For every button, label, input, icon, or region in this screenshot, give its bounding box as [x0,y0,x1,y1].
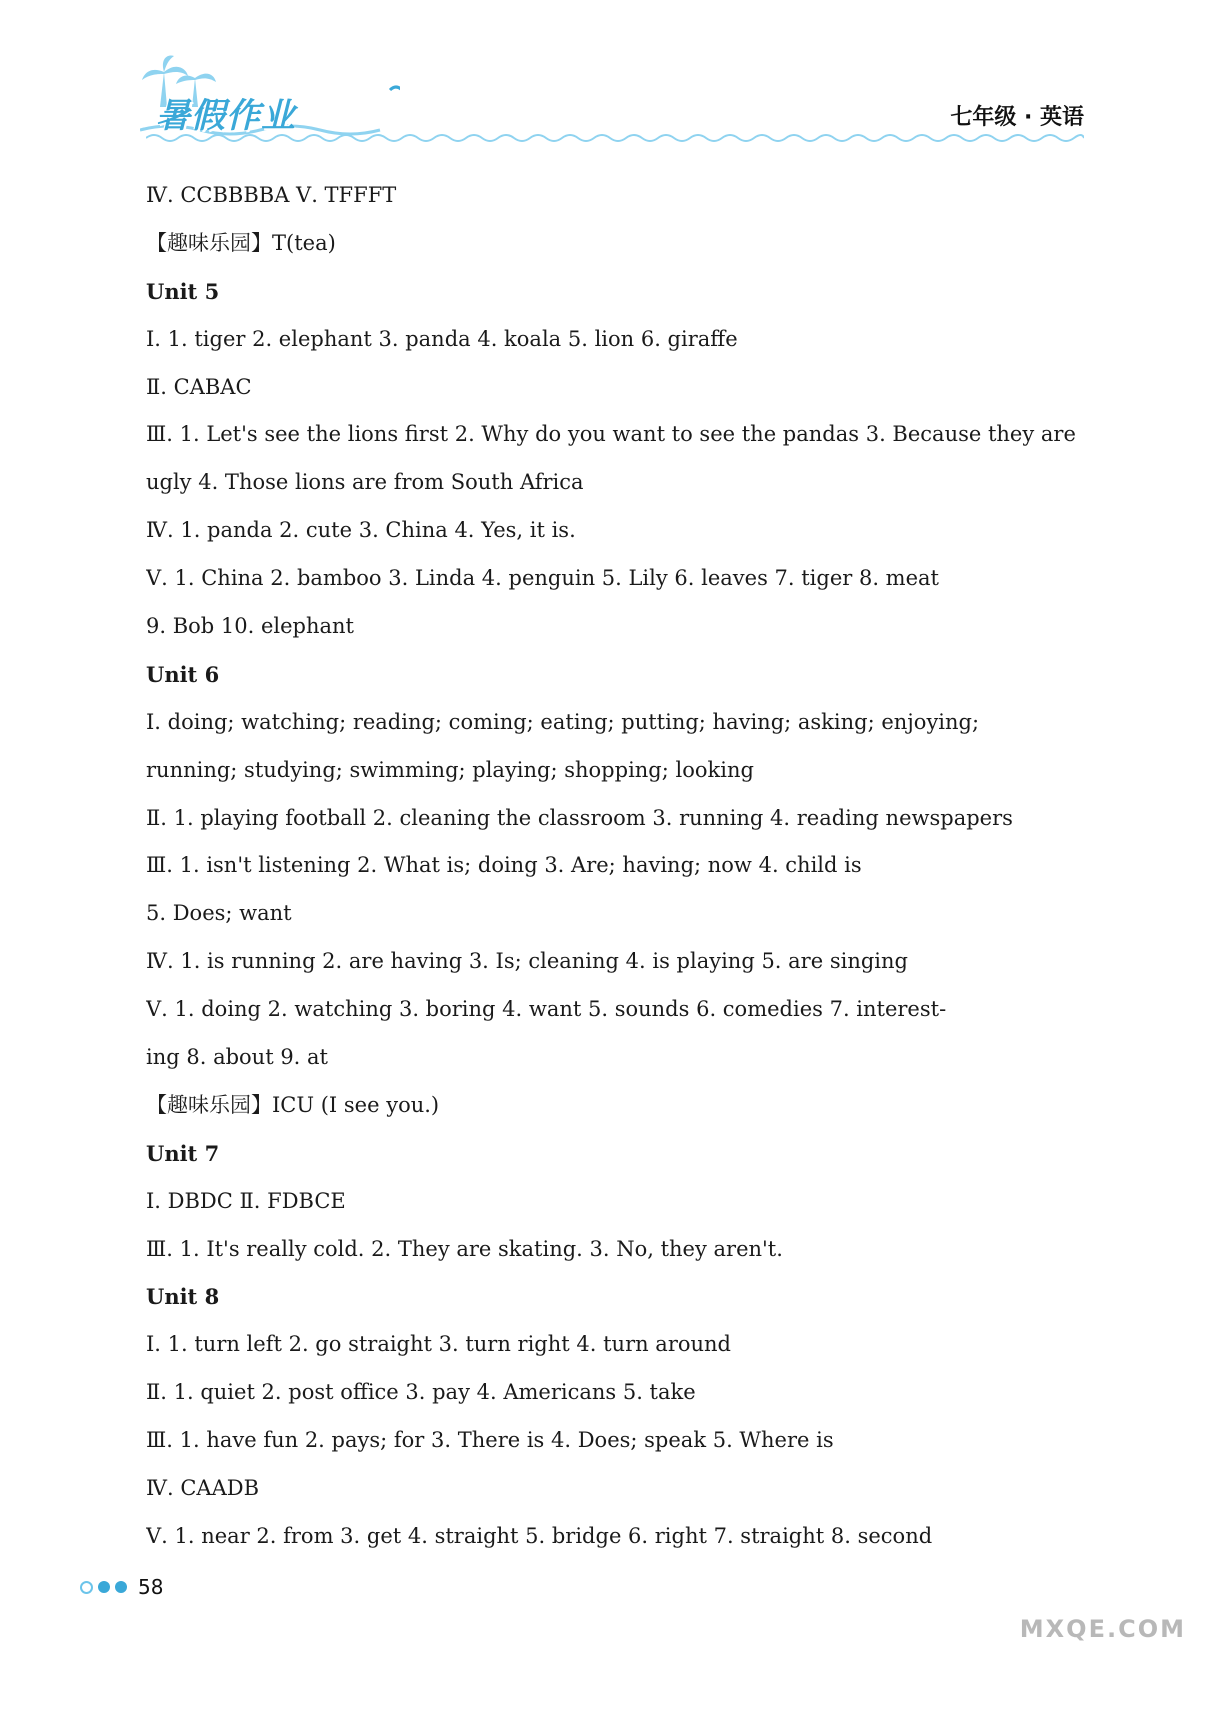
answer-line: Ⅲ. 1. Let's see the lions first 2. Why do you want to see the pandas 3. Because they are [146,422,1076,447]
subject-label: 七年级 · 英语 [950,105,1084,130]
answer-line: running; studying; swimming; playing; shopping; looking [146,757,754,782]
answer-line: 【趣味乐园】T(tea) [146,230,336,255]
answer-line: Ⅱ. 1. quiet 2. post office 3. pay 4. Americans 5. take [146,1380,696,1405]
watermark [1020,1615,1186,1643]
answer-line: Ⅱ. CABAC [146,374,252,399]
answer-line: 【趣味乐园】ICU (I see you.) [146,1092,440,1117]
answer-line: Ⅰ. doing; watching; reading; coming; eating; putting; having; asking; enjoying; [146,709,980,734]
answer-line: Ⅴ. 1. China 2. bamboo 3. Linda 4. penguin 5. Lily 6. leaves 7. tiger 8. meat [146,566,939,591]
page-number: 58 [138,1575,164,1599]
unit-heading: Unit 6 [146,661,220,687]
answer-line: Ⅰ. 1. turn left 2. go straight 3. turn right 4. turn around [146,1332,731,1357]
page-footer [80,1575,163,1599]
answer-line: Ⅰ. 1. tiger 2. elephant 3. panda 4. koala 5. lion 6. giraffe [146,326,738,351]
unit-heading: Unit 8 [146,1284,220,1310]
watermark-text: MXQE.COM [1019,1615,1186,1643]
dot-icon [115,1581,127,1593]
answer-line: Ⅱ. 1. playing football 2. cleaning the classroom 3. running 4. reading newspapers [146,805,1013,830]
answer-line: Ⅳ. CAADB [146,1476,259,1501]
unit-heading: Unit 7 [146,1140,220,1166]
answer-line: 5. Does; want [146,901,292,926]
answer-line: Ⅴ. 1. near 2. from 3. get 4. straight 5. bridge 6. right 7. straight 8. second [146,1523,933,1548]
answer-line: Ⅳ. 1. is running 2. are having 3. Is; cleaning 4. is playing 5. are singing [146,949,908,974]
answer-line: Ⅲ. 1. isn't listening 2. What is; doing 3. Are; having; now 4. child is [146,853,862,878]
answer-line: ugly 4. Those lions are from South Africa [146,470,584,495]
dot-icon [98,1581,110,1593]
dot-icon [80,1581,93,1594]
answer-line: 9. Bob 10. elephant [146,614,355,639]
answer-line: Ⅳ. CCBBBBA Ⅴ. TFFFT [146,183,397,207]
unit-heading: Unit 5 [146,278,220,304]
page-header [0,0,1224,150]
answer-line: Ⅰ. DBDC Ⅱ. FDBCE [146,1188,346,1213]
logo-text: 暑假作业 [156,96,296,136]
answer-content [146,172,1084,1561]
logo [140,52,400,142]
answer-line: Ⅳ. 1. panda 2. cute 3. China 4. Yes, it is. [146,518,576,543]
answer-line: Ⅲ. 1. have fun 2. pays; for 3. There is 4. Does; speak 5. Where is [146,1428,834,1453]
header-wave-rule [146,132,1084,144]
answer-line: Ⅴ. 1. doing 2. watching 3. boring 4. want 5. sounds 6. comedies 7. interest- [146,997,947,1022]
answer-line: Ⅲ. 1. It's really cold. 2. They are skating. 3. No, they aren't. [146,1236,783,1261]
answer-line: ing 8. about 9. at [146,1045,328,1070]
